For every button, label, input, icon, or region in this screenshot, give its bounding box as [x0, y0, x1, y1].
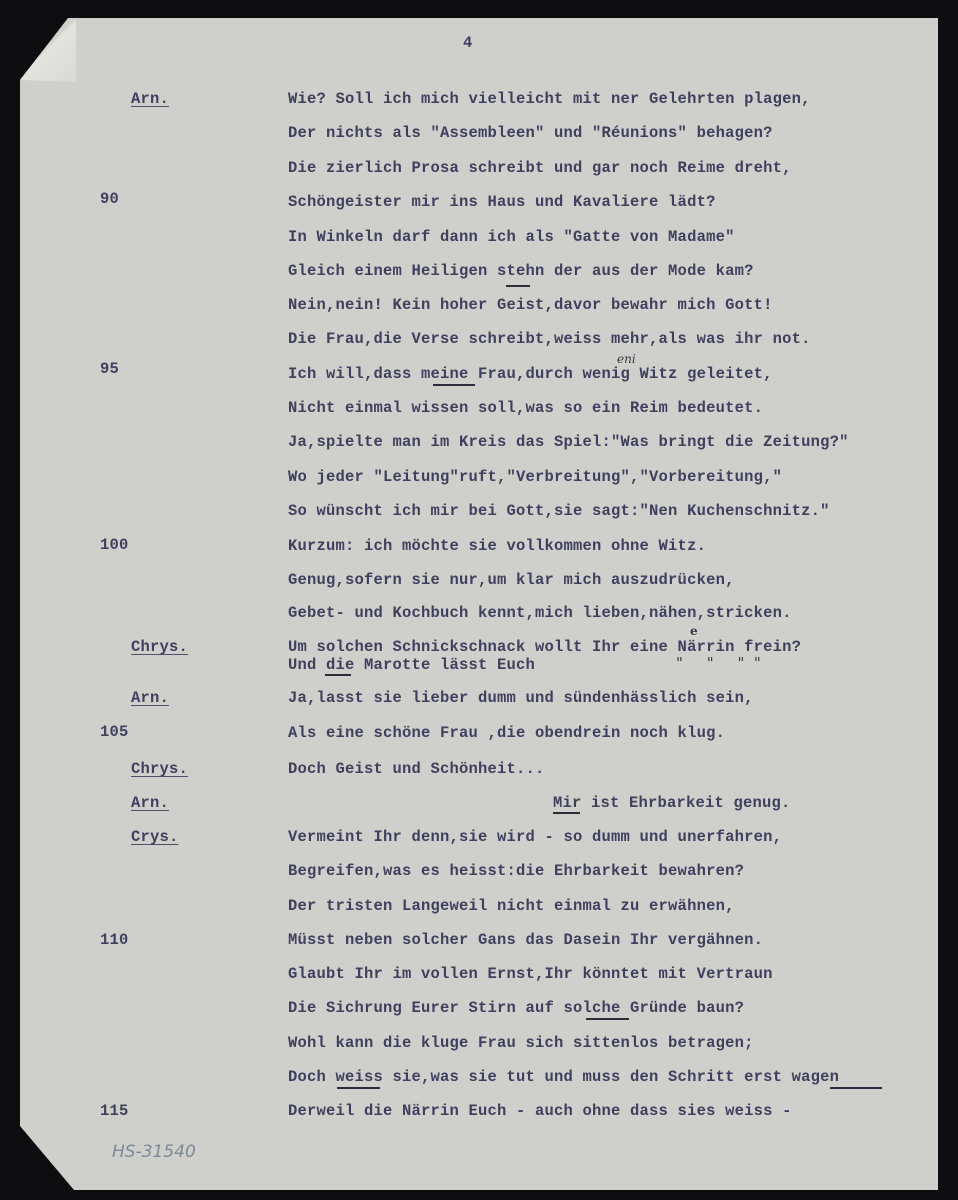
verse-line: Und die Marotte lässt Euch	[288, 656, 536, 674]
line-number: 95	[100, 360, 120, 378]
verse-line: Doch Geist und Schönheit...	[288, 760, 545, 778]
underline-mark	[506, 285, 530, 287]
underline-mark	[586, 1018, 629, 1020]
line-number: 100	[100, 536, 129, 554]
verse-line: Glaubt Ihr im vollen Ernst,Ihr könntet mit Vertraun	[288, 965, 773, 983]
verse-line: In Winkeln darf dann ich als "Gatte von Madame"	[288, 228, 735, 246]
handwritten-correction: e	[690, 624, 698, 638]
line-number: 110	[100, 931, 129, 949]
verse-line: So wünscht ich mir bei Gott,sie sagt:"Nen Kuchenschnitz."	[288, 502, 830, 520]
verse-line: Der tristen Langeweil nicht einmal zu erwähnen,	[288, 897, 735, 915]
verse-line: Nein,nein! Kein hoher Geist,davor bewahr mich Gott!	[288, 296, 773, 314]
line-number: 90	[100, 190, 120, 208]
speaker-label: Arn.	[131, 90, 170, 108]
verse-line: Die Frau,die Verse schreibt,weiss mehr,als was ihr not.	[288, 330, 811, 348]
page-number: 4	[463, 34, 473, 52]
verse-line: Wohl kann die kluge Frau sich sittenlos betragen;	[288, 1034, 754, 1052]
verse-line: Ich will,dass meine Frau,durch wenig Witz geleitet,	[288, 365, 773, 383]
verse-line: Als eine schöne Frau ,die obendrein noch klug.	[288, 724, 726, 742]
speaker-label: Crys.	[131, 828, 179, 846]
underline-mark	[325, 674, 351, 676]
underline-mark	[830, 1087, 882, 1089]
underline-mark	[433, 384, 475, 386]
verse-line: Begreifen,was es heisst:die Ehrbarkeit bewahren?	[288, 862, 745, 880]
speaker-label: Chrys.	[131, 638, 189, 656]
speaker-label: Arn.	[131, 689, 170, 707]
verse-line: Wo jeder "Leitung"ruft,"Verbreitung","Vorbereitung,"	[288, 468, 783, 486]
verse-line: Derweil die Närrin Euch - auch ohne dass sies weiss -	[288, 1102, 792, 1120]
verse-line: Gleich einem Heiligen stehn der aus der Mode kam?	[288, 262, 754, 280]
verse-line: Ja,lasst sie lieber dumm und sündenhässlich sein,	[288, 689, 754, 707]
verse-line: Die Sichrung Eurer Stirn auf solche Gründe baun?	[288, 999, 745, 1017]
line-number: 115	[100, 1102, 129, 1120]
archive-reference: HS-31540	[112, 1142, 196, 1162]
underline-mark	[553, 812, 580, 814]
verse-line: Müsst neben solcher Gans das Dasein Ihr vergähnen.	[288, 931, 764, 949]
verse-line: Vermeint Ihr denn,sie wird - so dumm und unerfahren,	[288, 828, 783, 846]
verse-line: Die zierlich Prosa schreibt und gar noch Reime dreht,	[288, 159, 792, 177]
verse-line: Um solchen Schnickschnack wollt Ihr eine Närrin frein?	[288, 638, 802, 656]
verse-line: Gebet- und Kochbuch kennt,mich lieben,nähen,stricken.	[288, 604, 792, 622]
underline-mark	[337, 1087, 380, 1089]
verse-line: Doch weiss sie,was sie tut und muss den Schritt erst wagen	[288, 1068, 840, 1086]
folded-corner	[20, 18, 76, 82]
verse-line: Schöngeister mir ins Haus und Kavaliere lädt?	[288, 193, 716, 211]
verse-line: Mir ist Ehrbarkeit genug.	[553, 794, 791, 812]
verse-line: Nicht einmal wissen soll,was so ein Reim bedeutet.	[288, 399, 764, 417]
line-number: 105	[100, 723, 129, 741]
handwritten-correction: eni	[617, 352, 636, 366]
verse-line: Genug,sofern sie nur,um klar mich auszudrücken,	[288, 571, 735, 589]
verse-line: Kurzum: ich möchte sie vollkommen ohne Witz.	[288, 537, 707, 555]
verse-line: Ja,spielte man im Kreis das Spiel:"Was bringt die Zeitung?"	[288, 433, 849, 451]
verse-line: Der nichts als "Assembleen" und "Réunions" behagen?	[288, 124, 773, 142]
speaker-label: Chrys.	[131, 760, 189, 778]
ditto-marks: " " " "	[676, 654, 761, 672]
verse-line: Wie? Soll ich mich vielleicht mit ner Gelehrten plagen,	[288, 90, 811, 108]
speaker-label: Arn.	[131, 794, 170, 812]
